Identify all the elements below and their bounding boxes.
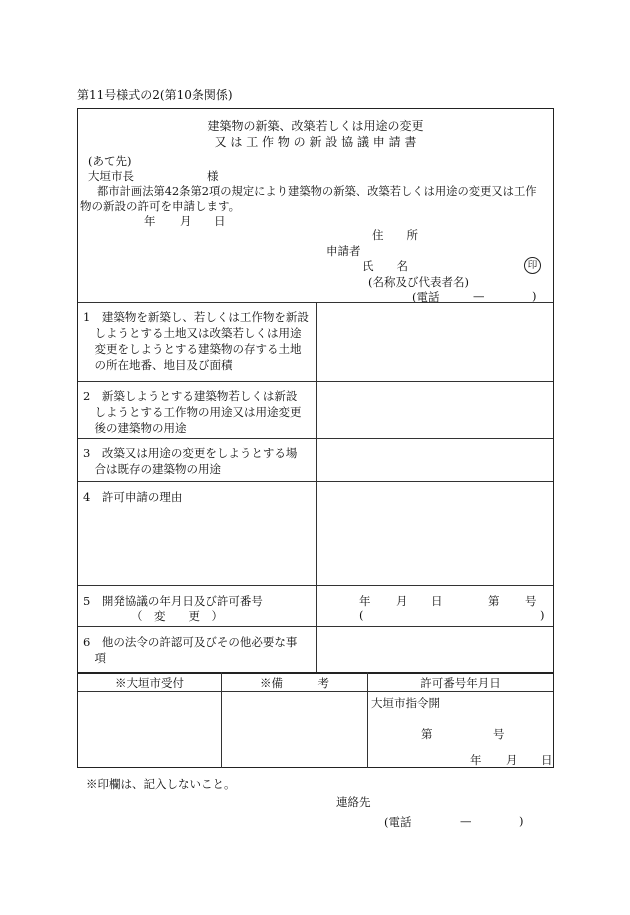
contact-label: 連絡先 xyxy=(336,795,371,809)
row-1-value-field[interactable] xyxy=(318,304,552,380)
row-6-value-field[interactable] xyxy=(318,628,552,671)
rule-row-5 xyxy=(78,626,553,627)
statement-line-1: 都市計画法第42条第2項の規定により建築物の新築、改築若しくは用途の変更又は工作 xyxy=(97,185,537,198)
row-3-label-line-1: 3 改築又は用途の変更をしようとする場 xyxy=(83,446,298,460)
row-6-label-line-1: 6 他の法令の許認可及びその他必要な事 xyxy=(83,635,298,649)
office-col-reception: ※大垣市受付 xyxy=(115,676,184,690)
applicant-name-label: 氏 名 xyxy=(362,259,408,273)
row-5-label-line-1: 5 開発協議の年月日及び許可番号 xyxy=(83,594,263,608)
date-month: 月 xyxy=(180,214,192,228)
row-5-paren-close: ) xyxy=(540,608,545,622)
footnote: ※印欄は、記入しないこと。 xyxy=(86,777,236,791)
form-number: 第11号様式の2(第10条関係) xyxy=(77,88,233,102)
seal-mark: 印 xyxy=(524,257,541,274)
row-1-label-line-3: 変更をしようとする建築物の存する土地 xyxy=(83,342,302,356)
applicant-phone-close: ) xyxy=(532,289,537,303)
row-3-label-line-2: 合は既存の建築物の用途 xyxy=(83,462,221,476)
statement-line-2: 物の新設の許可を申請します。 xyxy=(80,199,241,213)
rule-row-4 xyxy=(78,585,553,586)
rule-office-section xyxy=(78,672,553,674)
row-2-value-field[interactable] xyxy=(318,383,552,437)
row-1-label-line-1: 1 建築物を新築し、若しくは工作物を新設 xyxy=(83,310,309,324)
row-5-number-prefix: 第 xyxy=(488,594,500,608)
date-day: 日 xyxy=(214,214,226,228)
rule-row-2 xyxy=(78,438,553,439)
office-directive: 大垣市指令開 xyxy=(371,696,440,710)
row-3-value-field[interactable] xyxy=(318,440,552,480)
row-1-label-line-2: しようとする土地又は改築若しくは用途 xyxy=(83,326,302,340)
row-2-label-line-3: 後の建築物の用途 xyxy=(83,421,187,435)
application-form xyxy=(77,108,554,768)
form-title-line-1: 建築物の新築、改築若しくは用途の変更 xyxy=(207,119,424,133)
office-year: 年 xyxy=(470,753,482,767)
rule-office-header xyxy=(78,691,553,692)
office-col-remarks: ※備 考 xyxy=(260,676,329,690)
contact-phone-close: ) xyxy=(519,814,524,828)
office-col-permit: 許可番号年月日 xyxy=(420,676,501,690)
mayor-name: 大垣市長 xyxy=(88,169,134,183)
applicant-address-label: 住 所 xyxy=(372,228,418,242)
office-day: 日 xyxy=(541,753,553,767)
contact-phone-open: (電話 xyxy=(384,815,412,829)
row-4-value-field[interactable] xyxy=(318,483,552,584)
row-1-label-line-4: の所在地番、地目及び面積 xyxy=(83,358,233,372)
applicant-phone-dash: — xyxy=(473,289,485,303)
row-5-label-line-2: （ 変 更 ） xyxy=(131,609,223,623)
office-number-suffix: 号 xyxy=(493,727,505,741)
row-2-label-line-2: しようとする工作物の用途又は用途変更 xyxy=(83,405,302,419)
applicant-name-note: (名称及び代表者名) xyxy=(368,275,469,289)
form-title-line-2: 又 は 工 作 物 の 新 設 協 議 申 請 書 xyxy=(214,135,417,149)
row-4-label-line-1: 4 許可申請の理由 xyxy=(83,490,183,504)
applicant-role-label: 申請者 xyxy=(326,244,361,258)
row-5-year: 年 xyxy=(359,594,371,608)
addressee-label: (あて先) xyxy=(88,154,132,168)
date-year: 年 xyxy=(144,214,156,228)
row-2-label-line-1: 2 新築しようとする建築物若しくは新設 xyxy=(83,389,298,403)
row-5-month: 月 xyxy=(396,594,408,608)
office-number-prefix: 第 xyxy=(421,727,433,741)
rule-row-3 xyxy=(78,481,553,482)
mayor-honorific: 様 xyxy=(207,169,219,183)
row-5-number-suffix: 号 xyxy=(525,594,537,608)
row-5-paren-open: ( xyxy=(359,608,364,622)
contact-phone-dash: — xyxy=(460,814,472,828)
rule-row-1 xyxy=(78,381,553,382)
applicant-phone-open: (電話 xyxy=(412,290,440,304)
row-5-day: 日 xyxy=(431,594,443,608)
rule-label-column xyxy=(316,302,317,672)
office-month: 月 xyxy=(506,753,518,767)
row-6-label-line-2: 項 xyxy=(83,651,106,665)
